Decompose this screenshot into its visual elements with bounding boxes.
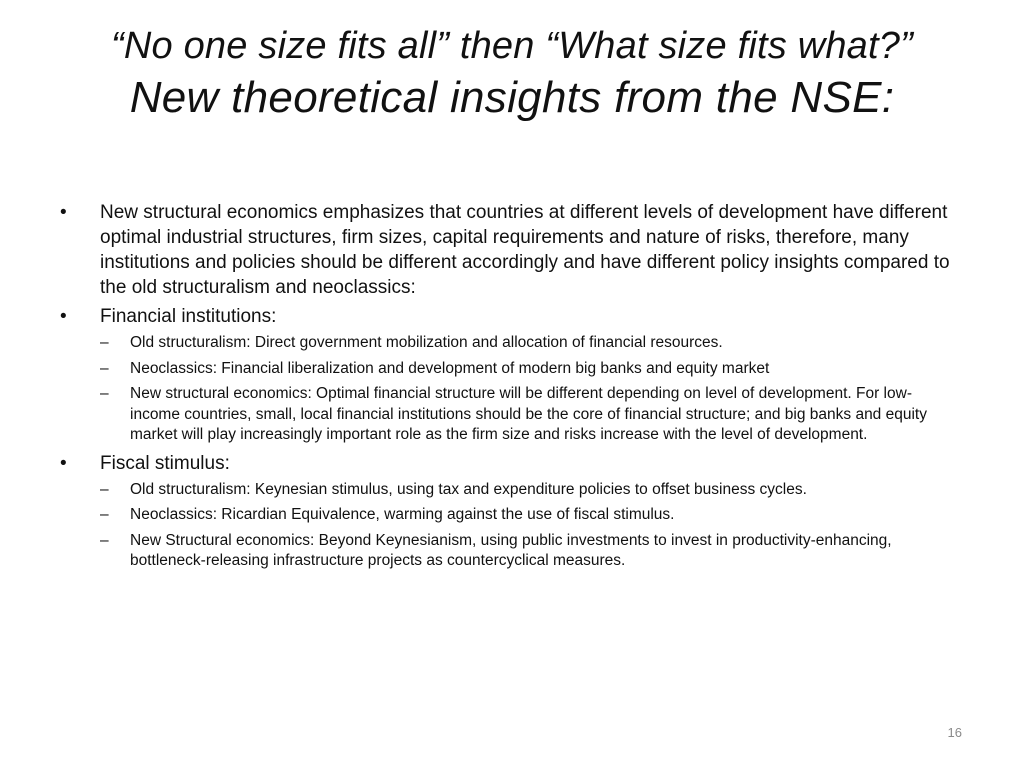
sub-bullet-item (100, 531, 960, 572)
sub-bullet-text: Old structuralism: Direct government mobilization and allocation of financial resources. (130, 334, 723, 351)
sub-bullet-list (100, 333, 960, 446)
slide-title (0, 22, 1024, 126)
bullet-list (60, 200, 960, 572)
slide-body (60, 200, 960, 577)
sub-bullet-text: New structural economics: Optimal financial structure will be different depending on level of development. For low-income countries, small, local financial institutions should be the core of financial structure; and big banks and equity market will play increasingly important role as the firm size and risks increase with the level of development. (130, 385, 927, 443)
sub-bullet-item (100, 384, 960, 446)
sub-bullet-list (100, 480, 960, 572)
sub-bullet-text: New Structural economics: Beyond Keynesianism, using public investments to invest in productivity-enhancing, bottleneck-releasing infrastructure projects as countercyclical measures. (130, 531, 892, 569)
bullet-marker: • (60, 202, 67, 223)
sub-bullet-marker: – (100, 359, 109, 377)
title-line-2: New theoretical insights from the NSE: (129, 73, 895, 122)
bullet-text: New structural economics emphasizes that countries at different levels of development have different optimal industrial structures, firm sizes, capital requirements and nature of risks, therefore, many institutions and policies should be different accordingly and have different policy insights compared to the old structuralism and neoclassics: (100, 202, 950, 298)
bullet-item (60, 451, 960, 572)
sub-bullet-marker: – (100, 506, 109, 523)
sub-bullet-marker: – (100, 385, 109, 402)
sub-bullet-marker: – (100, 480, 109, 498)
sub-bullet-text: Old structuralism: Keynesian stimulus, using tax and expenditure policies to offset business cycles. (130, 480, 807, 498)
title-line-1: “No one size fits all” then “What size fits what?” (111, 25, 913, 67)
bullet-marker: • (60, 452, 67, 474)
bullet-item (60, 200, 960, 300)
bullet-text: Fiscal stimulus: (100, 452, 230, 474)
sub-bullet-text: Neoclassics: Financial liberalization and development of modern big banks and equity market (130, 359, 770, 377)
page-number: 16 (947, 725, 962, 740)
sub-bullet-item (100, 359, 960, 380)
sub-bullet-item (100, 505, 960, 526)
sub-bullet-item (100, 480, 960, 501)
sub-bullet-marker: – (100, 531, 109, 549)
sub-bullet-item (100, 333, 960, 354)
sub-bullet-text: Neoclassics: Ricardian Equivalence, warming against the use of fiscal stimulus. (130, 506, 675, 523)
bullet-marker: • (60, 306, 67, 327)
sub-bullet-marker: – (100, 334, 109, 351)
bullet-item (60, 304, 960, 446)
bullet-text: Financial institutions: (100, 306, 277, 327)
